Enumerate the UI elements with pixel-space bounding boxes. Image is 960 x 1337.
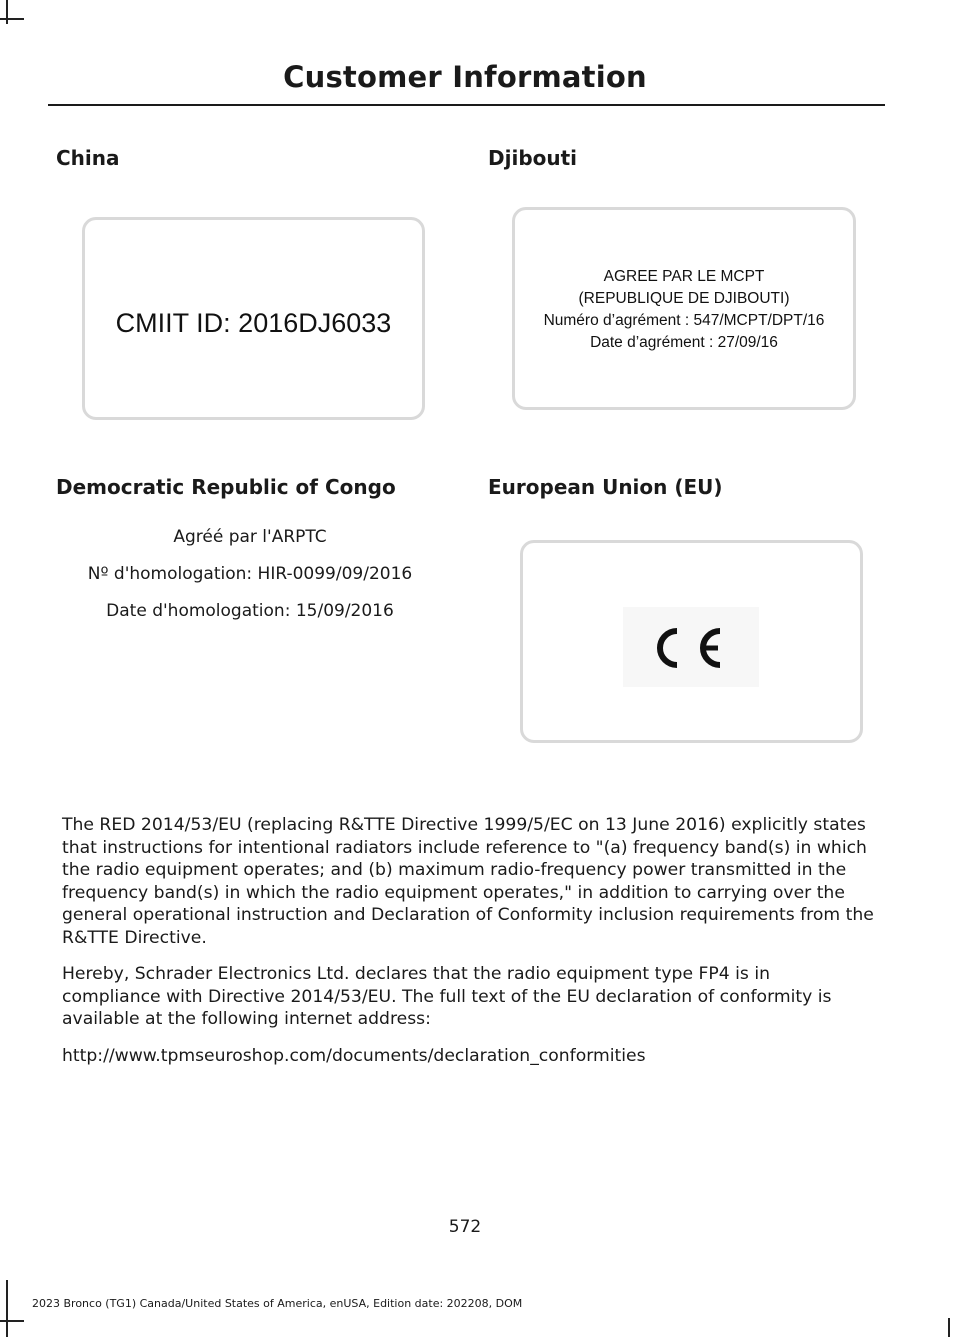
crop-mark-bottom-right-vertical bbox=[948, 1318, 950, 1337]
page-title: Customer Information bbox=[283, 60, 647, 94]
edition-footer: 2023 Bronco (TG1) Canada/United States of America, enUSA, Edition date: 202208, DOM bbox=[32, 1297, 523, 1310]
crop-mark-bottom-left-vertical bbox=[6, 1280, 8, 1337]
djibouti-line-2: (REPUBLIQUE DE DJIBOUTI) bbox=[578, 290, 790, 307]
djibouti-line-4: Date d’agrément : 27/09/16 bbox=[590, 334, 778, 351]
djibouti-heading: Djibouti bbox=[488, 146, 578, 170]
djibouti-line-1: AGREE PAR LE MCPT bbox=[603, 268, 765, 285]
congo-line-3: Date d'homologation: 15/09/2016 bbox=[106, 601, 394, 621]
china-label-box bbox=[82, 217, 425, 420]
body-text bbox=[62, 814, 874, 1081]
djibouti-line-3: Numéro d’agrément : 547/MCPT/DPT/16 bbox=[543, 312, 825, 329]
declaration-url: http://www.tpmseuroshop.com/documents/declaration_conformities bbox=[62, 1045, 646, 1066]
congo-line-2: Nº d'homologation: HIR-0099/09/2016 bbox=[87, 564, 413, 584]
china-heading: China bbox=[56, 146, 120, 170]
red-directive-paragraph: The RED 2014/53/EU (replacing R&TTE Directive 1999/5/EC on 13 June 2016) explicitly states that instructions for intentional radiators include reference to "(a) frequency band(s) in which the radio equipment operates; and (b) maximum radio-frequency power transmitted in the frequency band(s) in which the radio equipment operates," in addition to carrying over the general operational instruction and Declaration of Conformity inclusion requirements from the R&TTE Directive. bbox=[62, 815, 874, 948]
congo-approval-text bbox=[50, 524, 450, 635]
crop-mark-top-left-horizontal bbox=[0, 18, 24, 20]
congo-heading: Democratic Republic of Congo bbox=[56, 475, 396, 499]
crop-mark-top-left-vertical bbox=[6, 0, 8, 24]
djibouti-approval-text bbox=[515, 266, 853, 354]
page-number: 572 bbox=[448, 1217, 482, 1237]
ce-mark-icon bbox=[623, 607, 759, 687]
title-divider bbox=[48, 104, 885, 106]
congo-line-1: Agréé par l'ARPTC bbox=[173, 527, 327, 547]
cmiit-id-text: CMIIT ID: 2016DJ6033 bbox=[115, 308, 392, 338]
eu-heading: European Union (EU) bbox=[488, 475, 723, 499]
djibouti-label-box bbox=[512, 207, 856, 410]
declaration-paragraph: Hereby, Schrader Electronics Ltd. declares that the radio equipment type FP4 is in compliance with Directive 2014/53/EU. The full text of the EU declaration of conformity is available at the following internet address: bbox=[62, 964, 832, 1029]
eu-label-box bbox=[520, 540, 863, 743]
crop-mark-bottom-left-horizontal bbox=[0, 1320, 24, 1322]
